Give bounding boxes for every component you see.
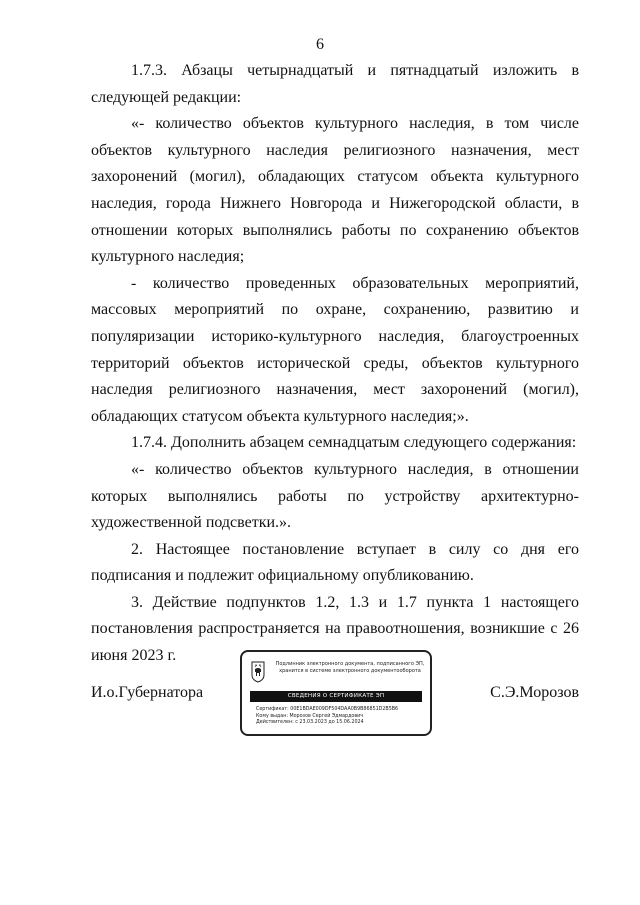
issued-to-value: Морозов Сергей Эдмардович — [289, 713, 364, 719]
deer-coat-of-arms-icon — [251, 661, 265, 683]
issued-to-label: Кому выдан: — [256, 713, 288, 719]
certificate-details — [256, 707, 426, 727]
signer-title: И.о.Губернатора — [91, 684, 204, 701]
paragraph-1-7-3: 1.7.3. Абзацы четырнадцатый и пятнадцатый изложить в следующей редакции: — [91, 62, 579, 106]
stamp-notice: Подлинник электронного документа, подписанного ЭП, хранится в системе электронного документооборота — [275, 661, 425, 674]
signer-name: С.Э.Морозов — [490, 684, 579, 701]
validity-value: с 23.03.2023 до 15.06.2024 — [295, 720, 364, 726]
certificate-line — [256, 707, 426, 714]
validity-line — [256, 720, 426, 727]
paragraph-quote-lighting: «- количество объектов культурного наследия, в отношении которых выполнялись работы по устройству архитектурно-художественной подсветки.». — [91, 460, 579, 532]
electronic-signature-stamp — [240, 650, 432, 736]
paragraph-events-count: - количество проведенных образовательных мероприятий, массовых мероприятий по охране, сохранению, развитию и популяризации историко-культурного наследия, благоустроенных территорий объектов исторической среды, объектов культурного наследия религиозного назначения, мест захоронений (могил), обладающих статусом объекта культурного наследия;». — [91, 274, 579, 425]
signature-block — [91, 648, 579, 740]
certificate-label: Сертификат: — [256, 707, 289, 712]
stamp-header: СВЕДЕНИЯ О СЕРТИФИКАТЕ ЭП — [250, 691, 422, 702]
document-body — [91, 58, 579, 670]
paragraph-1-7-4: 1.7.4. Дополнить абзацем семнадцатым следующего содержания: — [131, 434, 577, 452]
validity-label: Действителен: — [256, 720, 294, 726]
certificate-value: 00E1BDAE009DF504DAA0B9B86851D2B5B6 — [290, 707, 399, 712]
paragraph-clause-3: 3. Действие подпунктов 1.2, 1.3 и 1.7 пункта 1 настоящего постановления распространяется на правоотношения, возникшие с 26 июня 2023 г. — [91, 593, 579, 665]
paragraph-quote-heritage-count: «- количество объектов культурного наследия, в том числе объектов культурного наследия религиозного назначения, мест захоронений (могил), обладающих статусом объекта культурного наследия, города Нижнего Новгорода и Нижегородской области, в отношении которых выполнялись работы по сохранению объектов культурного наследия; — [91, 115, 579, 266]
page-number: 6 — [316, 36, 324, 53]
paragraph-clause-2: 2. Настоящее постановление вступает в силу со дня его подписания и подлежит официальному опубликованию. — [91, 540, 579, 585]
